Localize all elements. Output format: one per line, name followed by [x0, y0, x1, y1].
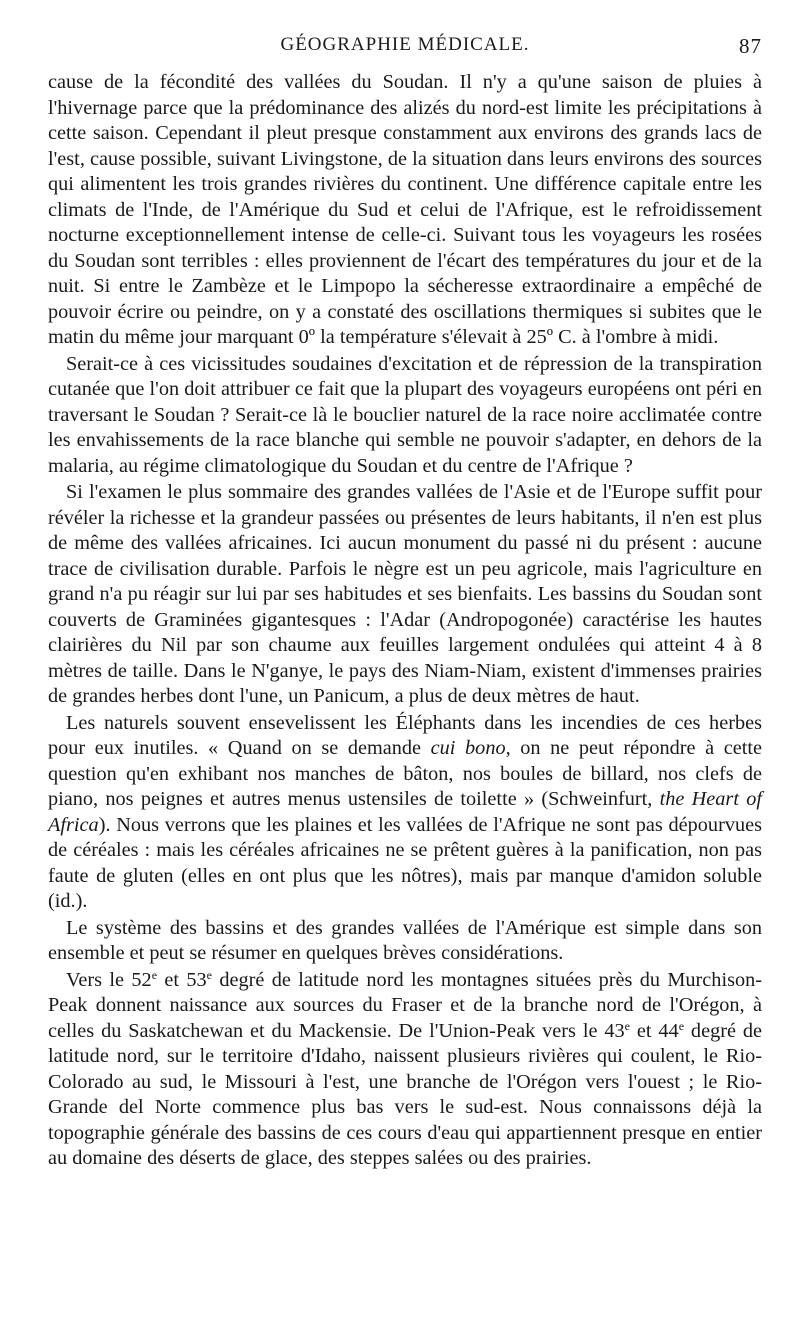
page-number: 87 [739, 34, 762, 58]
paragraph-4-text-end: ). Nous verrons que les plaines et les vallées de l'Afrique ne sont pas dépourvues de céréales : mais les céréales africaines ne se prêtent guères à la panification, non pas faute de gluten (elles en ont plus que les nôtres), mais par manque d'amidon soluble (id.). [48, 813, 762, 912]
paragraph-6-part-1: Vers le 52 [66, 968, 152, 991]
paragraph-4-text-start: Les naturels souvent ensevelissent les Éléphants dans les incendies de ces herbes pour eux inutiles. « Quand on se demande [48, 711, 762, 759]
paragraph-5: Le système des bassins et des grandes vallées de l'Amérique est simple dans son ensemble et peut se résumer en quelques brèves considérations. [48, 916, 762, 964]
italic-phrase-cui-bono: cui bono [430, 737, 506, 759]
paragraph-6-part-3: degré de latitude nord les montagnes situées près du Murchison-Peak donnent naissance aux sources du Fraser et de la branche nord de l'Orégon, à celles du Saskatchewan et du Mackensie. De l'Union-Peak vers le 43 [48, 968, 763, 1042]
paragraph-6-part-4: et 44 [629, 1019, 679, 1042]
paragraph-4 [48, 711, 762, 915]
paragraph-2: Serait-ce à ces vicissitudes soudaines d'excitation et de répression de la transpiration cutanée que l'on doit attribuer ce fait que la plupart des voyageurs européens ont péri en traversant le Soudan ? Serait-ce là le bouclier naturel de la race noire acclimatée contre les envahissements de la race blanche qui semble ne pouvoir s'adapter, en dehors de la malaria, au régime climatologique du Soudan et du centre de l'Afrique ? [48, 352, 762, 477]
paragraph-4-text-middle: , on ne peut répondre à cette question qu'en exhibant nos manches de bâton, nos boules de billard, nos clefs de piano, nos peignes et autres menus ustensiles de toilette » (Schweinfurt, [48, 737, 762, 810]
running-title: GÉOGRAPHIE MÉDICALE. [280, 34, 530, 55]
ordinal-superscript: e [624, 1018, 630, 1033]
paragraph-6 [48, 968, 762, 1172]
paragraph-6-part-5: degré de latitude nord, sur le territoire d'Idaho, naissent plusieurs rivières qui coulent, le Rio-Colorado au sud, le Missouri à l'est, une branche de l'Orégon vers l'ouest ; le Rio-Grande del Norte commence plus bas vers le sud-est. Nous connaissons déjà la topographie générale des bassins de ces cours d'eau qui appartiennent presque en entier au domaine des déserts de glace, des steppes salées ou des prairies. [48, 1019, 763, 1169]
ordinal-superscript: e [151, 967, 158, 982]
paragraph-1: cause de la fécondité des vallées du Soudan. Il n'y a qu'une saison de pluies à l'hivernage parce que la prédominance des alizés du nord-est limite les précipitations à cette saison. Cependant il pleut presque constamment aux environs des grands lacs de l'est, cause possible, suivant Livingstone, de la situation dans leurs environs des sources qui alimentent les trois grandes rivières du continent. Une différence capitale entre les climats de l'Inde, de l'Amérique du Sud et celui de l'Afrique, est le refroidissement nocturne exceptionnellement intense de celle-ci. Suivant tous les voyageurs les rosées du Soudan sont terribles : elles proviennent de l'écart des températures du jour et de la nuit. Si entre le Zambèze et le Limpopo la sécheresse extraordinaire a empêché de pouvoir écrire ou peindre, on y a constaté des oscillations thermiques si subites que le matin du même jour marquant 0º la température s'élevait à 25º C. à l'ombre à midi. [48, 71, 762, 348]
body-text [48, 70, 762, 1172]
italic-title-heart-of-africa: the Heart of Africa [48, 788, 762, 836]
ordinal-superscript: e [678, 1018, 685, 1033]
paragraph-6-part-2: et 53 [157, 968, 207, 991]
running-head [48, 30, 762, 70]
paragraph-3: Si l'examen le plus sommaire des grandes vallées de l'Asie et de l'Europe suffit pour révéler la richesse et la grandeur passées ou présentes de leurs habitants, il n'en est plus de même des vallées africaines. Ici aucun monument du passé ni du présent : aucune trace de civilisation durable. Parfois le nègre est un peu agricole, mais l'agriculture en grand n'a pu réagir sur lui par ses habitudes et ses bienfaits. Les bassins du Soudan sont couverts de Graminées gigantesques : l'Adar (Andropogonée) caractérise les hautes clairières du Nil par son chaume aux feuilles largement ondulées qui atteint 4 à 8 mètres de taille. Dans le N'ganye, le pays des Niam-Niam, existent d'immenses prairies de grandes herbes dont l'une, un Panicum, a plus de deux mètres de haut. [48, 481, 762, 707]
ordinal-superscript: e [206, 967, 212, 982]
